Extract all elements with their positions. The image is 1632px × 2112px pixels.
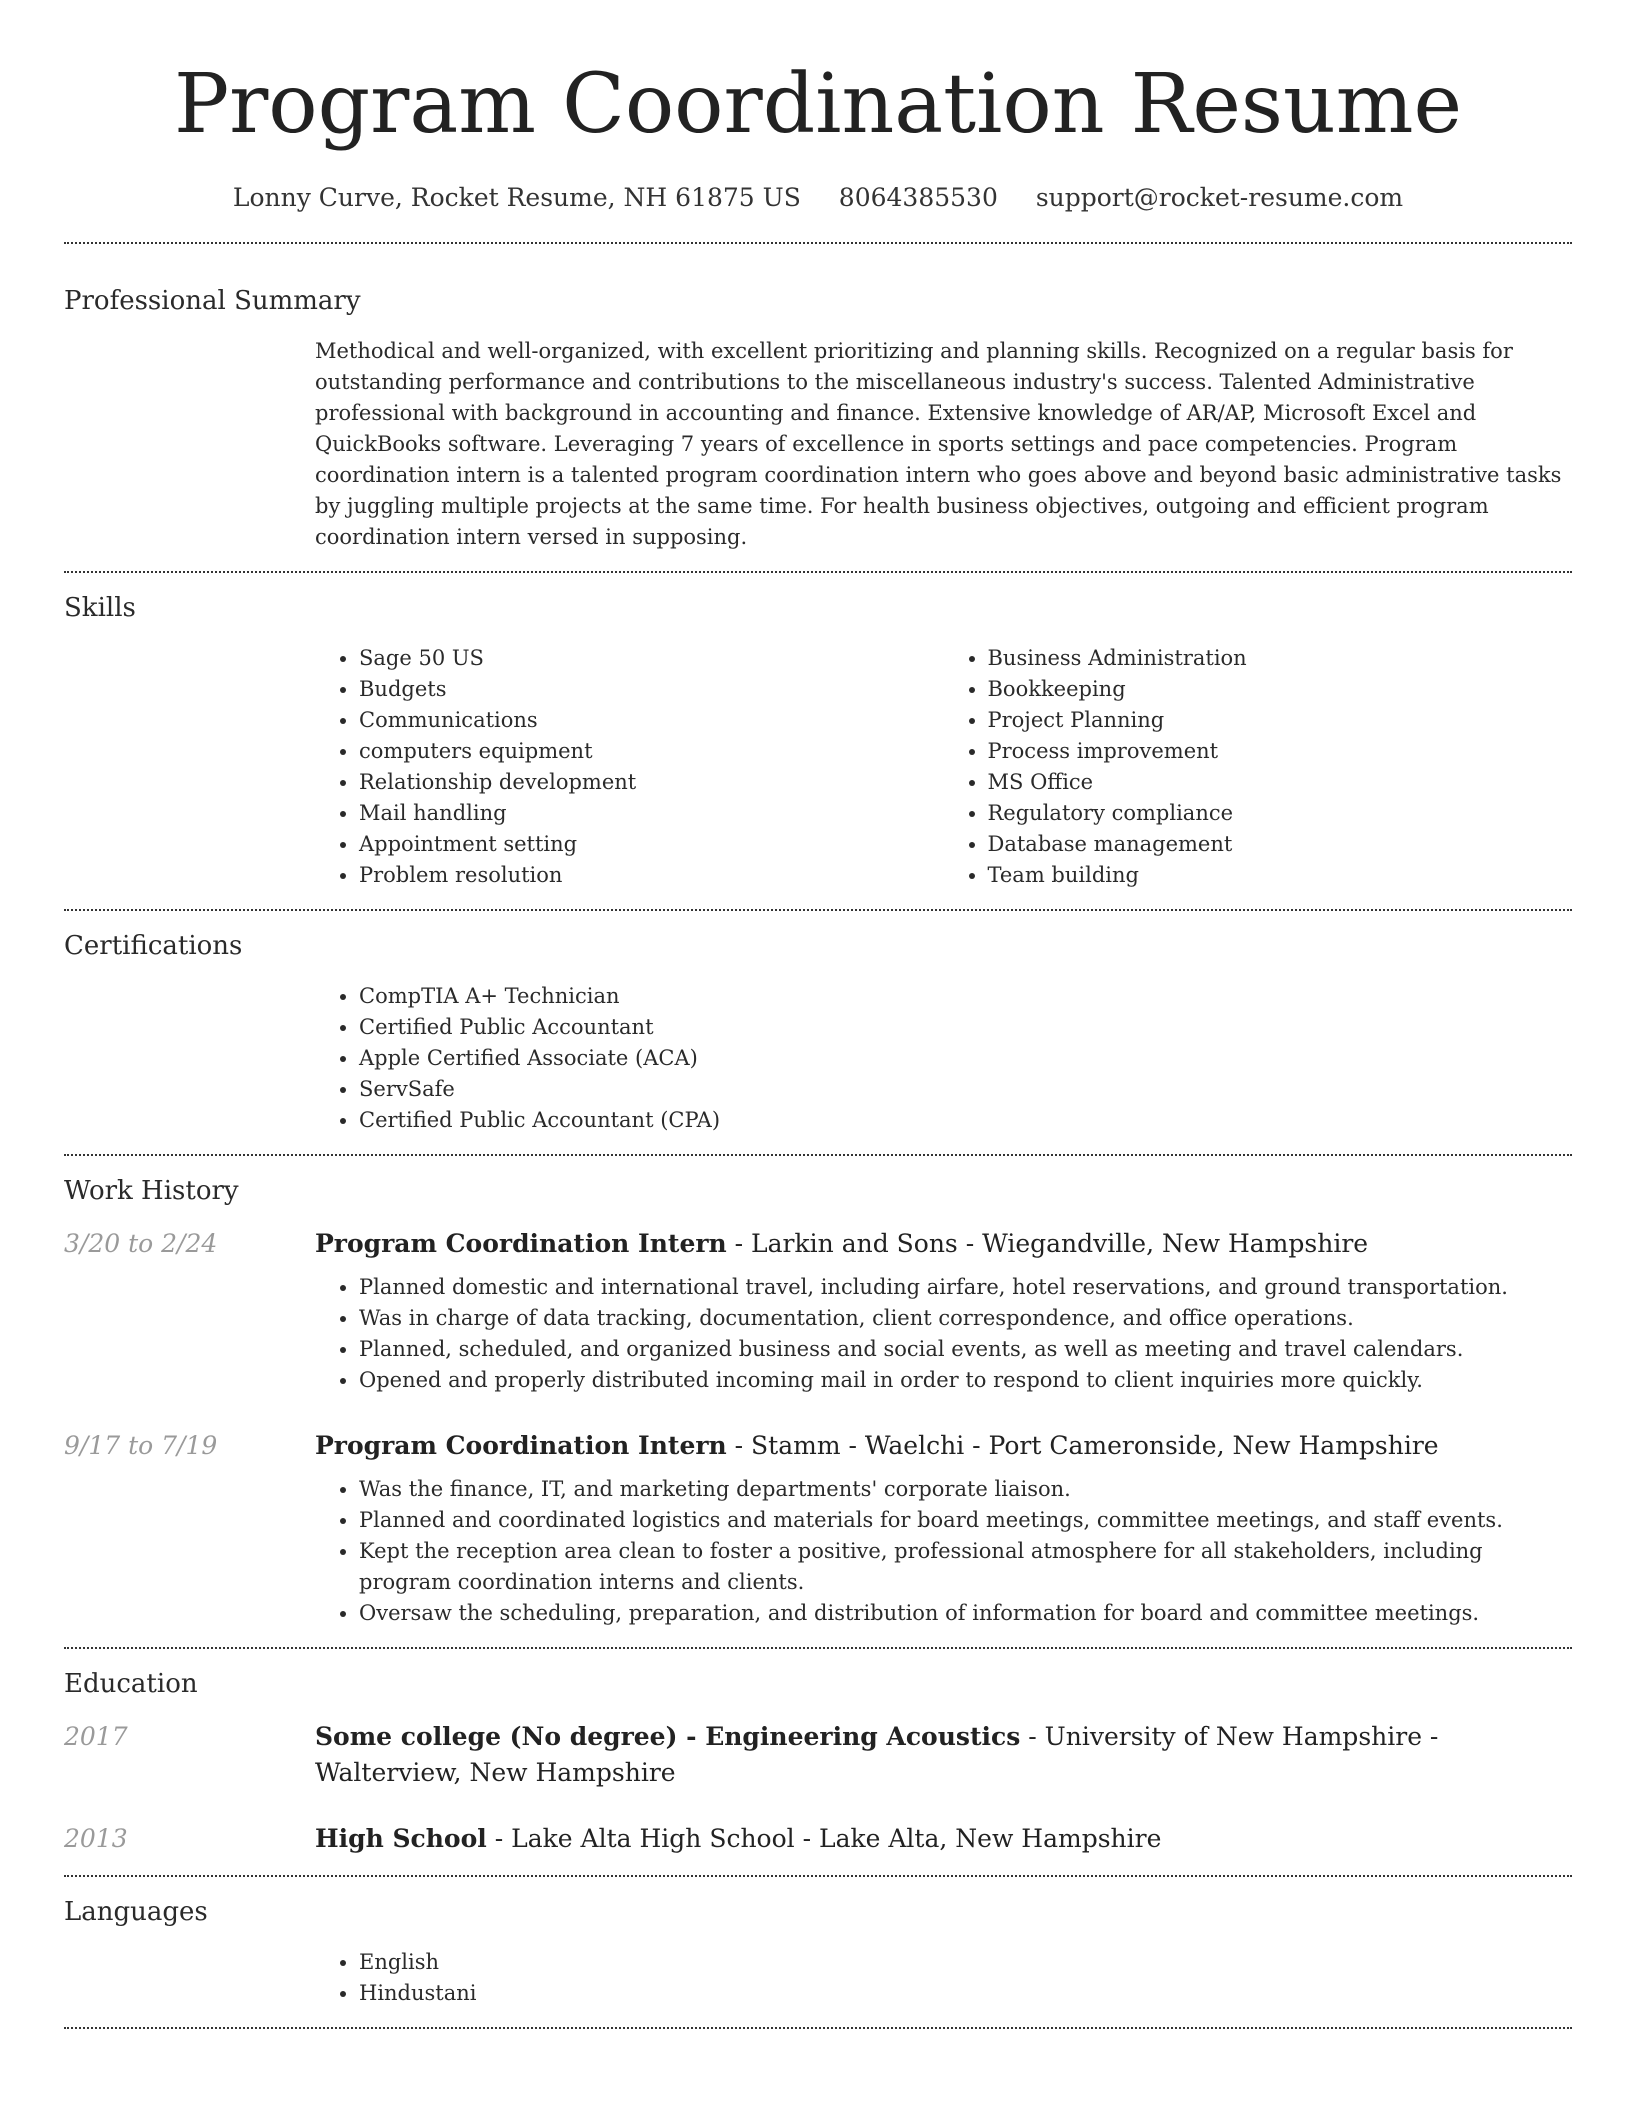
education-section <box>64 1649 1572 1875</box>
skill-item: • Project Planning <box>988 705 1573 736</box>
education-school-location: - University of New Hampshire - Walterview, New Hampshire <box>315 1722 1439 1787</box>
language-item: • Hindustani <box>359 1978 1572 2009</box>
job-title: Program Coordination Intern <box>315 1431 727 1460</box>
skill-item: • Sage 50 US <box>359 643 944 674</box>
job-employer-location: - Larkin and Sons - Wiegandville, New Hampshire <box>726 1229 1369 1258</box>
work-history-section <box>64 1156 1572 1647</box>
skill-item: • Business Administration <box>988 643 1573 674</box>
skill-item: • Bookkeeping <box>988 674 1573 705</box>
job-duty: • Planned, scheduled, and organized business and social events, as well as meeting and travel calendars. <box>359 1334 1572 1365</box>
skills-section <box>64 573 1572 909</box>
education-heading: Education <box>64 1669 198 1699</box>
certification-item: • CompTIA A+ Technician <box>359 981 1572 1012</box>
job-heading <box>315 1226 1572 1262</box>
job-duty: • Was the finance, IT, and marketing departments' corporate liaison. <box>359 1474 1572 1505</box>
job-duty: • Kept the reception area clean to foster a positive, professional atmosphere for all stakeholders, including program coordination interns and clients. <box>359 1536 1572 1598</box>
certifications-content <box>315 981 1572 1136</box>
skill-item: • Communications <box>359 705 944 736</box>
language-item: • English <box>359 1947 1572 1978</box>
skill-item: • Regulatory compliance <box>988 798 1573 829</box>
skill-item: • computers equipment <box>359 736 944 767</box>
section-divider <box>64 2027 1572 2029</box>
skills-columns <box>315 643 1572 891</box>
skill-item: • MS Office <box>988 767 1573 798</box>
skill-item: • Appointment setting <box>359 829 944 860</box>
languages-section <box>64 1877 1572 2027</box>
skill-item: • Team building <box>988 860 1573 891</box>
languages-heading: Languages <box>64 1897 208 1927</box>
certifications-heading: Certifications <box>64 931 243 961</box>
education-entry <box>64 1821 1572 1857</box>
contact-address: Lonny Curve, Rocket Resume, NH 61875 US <box>232 183 801 212</box>
education-heading-line <box>315 1719 1572 1791</box>
job-dates: 9/17 to 7/19 <box>64 1431 218 1460</box>
education-body <box>315 1821 1572 1857</box>
contact-line <box>64 178 1572 218</box>
job-duty: • Opened and properly distributed incoming mail in order to respond to client inquiries more quickly. <box>359 1365 1572 1396</box>
job-title: Program Coordination Intern <box>315 1229 727 1258</box>
skills-list-left <box>315 643 944 891</box>
job-body <box>315 1428 1572 1629</box>
education-year: 2013 <box>64 1824 128 1853</box>
summary-section <box>64 244 1572 571</box>
job-duty: • Planned domestic and international travel, including airfare, hotel reservations, and ground transportation. <box>359 1272 1572 1303</box>
summary-heading: Professional Summary <box>64 286 361 316</box>
work-history-heading: Work History <box>64 1176 239 1206</box>
certification-item: • Certified Public Accountant <box>359 1012 1572 1043</box>
job-employer-location: - Stamm - Waelchi - Port Cameronside, New Hampshire <box>726 1431 1439 1460</box>
summary-text: Methodical and well-organized, with excellent prioritizing and planning skills. Recognized on a regular basis for outstanding performance and contributions to the miscellaneous industry's success. Talented Administrative professional with background in accounting and finance. Extensive knowledge of AR/AP, Microsoft Excel and QuickBooks software. Leveraging 7 years of excellence in sports settings and pace competencies. Program coordination intern is a talented program coordination intern who goes above and beyond basic administrative tasks by juggling multiple projects at the same time. For health business objectives, outgoing and efficient program coordination intern versed in supposing. <box>315 339 1562 549</box>
skill-item: • Process improvement <box>988 736 1573 767</box>
job-body <box>315 1226 1572 1396</box>
job-entry <box>64 1226 1572 1396</box>
skills-list-right <box>944 643 1573 891</box>
skill-item: • Problem resolution <box>359 860 944 891</box>
languages-list <box>315 1947 1572 2009</box>
contact-email[interactable]: support@rocket-resume.com <box>1035 183 1404 212</box>
certification-item: • Certified Public Accountant (CPA) <box>359 1105 1572 1136</box>
education-heading-line <box>315 1821 1572 1857</box>
resume-title: Program Coordination Resume <box>173 57 1463 152</box>
certification-item: • Apple Certified Associate (ACA) <box>359 1043 1572 1074</box>
job-dates: 3/20 to 2/24 <box>64 1229 218 1258</box>
resume-page <box>64 0 1572 2029</box>
job-duty: • Oversaw the scheduling, preparation, and distribution of information for board and committee meetings. <box>359 1598 1572 1629</box>
job-duties <box>315 1272 1572 1396</box>
education-year: 2017 <box>64 1722 128 1751</box>
job-heading <box>315 1428 1572 1464</box>
job-duties <box>315 1474 1572 1629</box>
skill-item: • Budgets <box>359 674 944 705</box>
job-entry <box>64 1428 1572 1629</box>
job-duty: • Planned and coordinated logistics and materials for board meetings, committee meetings, and staff events. <box>359 1505 1572 1536</box>
languages-content <box>315 1947 1572 2009</box>
job-duty: • Was in charge of data tracking, documentation, client correspondence, and office operations. <box>359 1303 1572 1334</box>
skills-heading: Skills <box>64 593 136 623</box>
skill-item: • Relationship development <box>359 767 944 798</box>
certifications-section <box>64 911 1572 1154</box>
education-degree: Some college (No degree) - Engineering Acoustics <box>315 1722 1021 1751</box>
skill-item: • Database management <box>988 829 1573 860</box>
skill-item: • Mail handling <box>359 798 944 829</box>
certification-item: • ServSafe <box>359 1074 1572 1105</box>
education-school-location: - Lake Alta High School - Lake Alta, New Hampshire <box>486 1824 1162 1853</box>
contact-phone: 8064385530 <box>838 183 998 212</box>
education-body <box>315 1719 1572 1791</box>
education-entry <box>64 1719 1572 1791</box>
certifications-list <box>315 981 1572 1136</box>
education-degree: High School <box>315 1824 487 1853</box>
